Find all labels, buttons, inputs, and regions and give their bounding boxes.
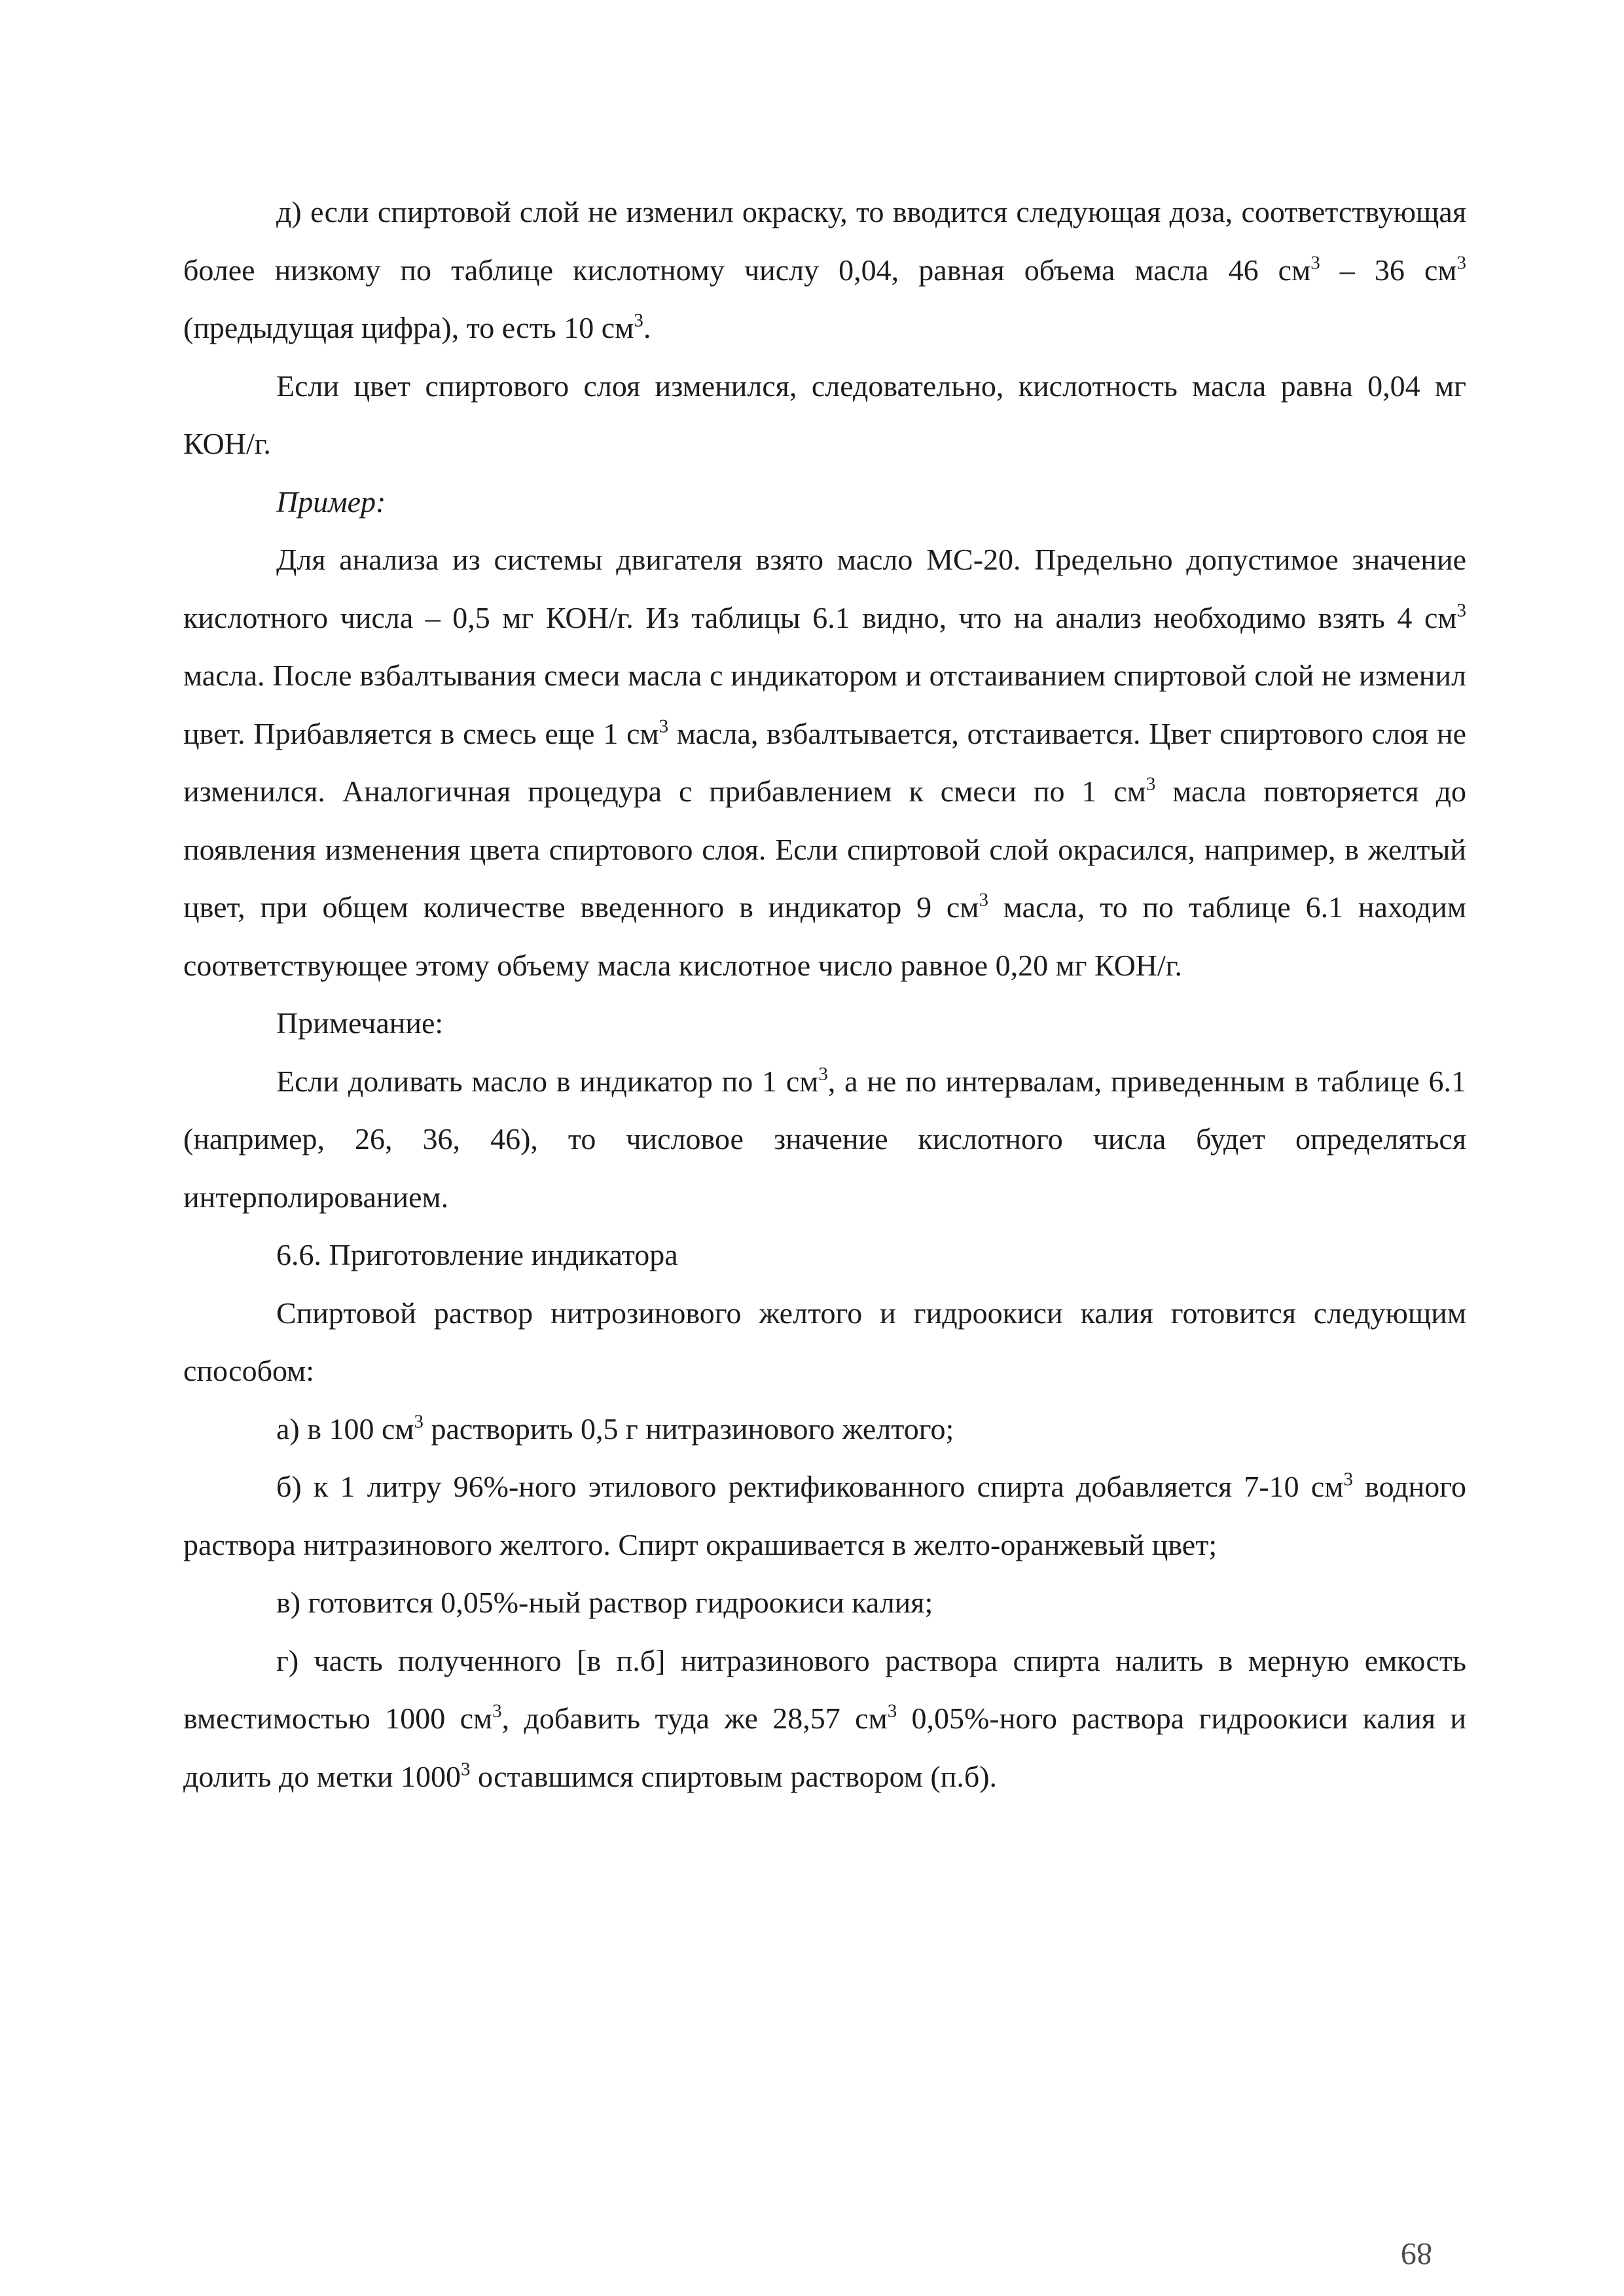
example-heading: Пример: (276, 484, 386, 519)
paragraph-item-v: в) готовится 0,05%-ный раствор гидроокиси калия; (276, 1586, 933, 1619)
note-heading: Примечание: (276, 1006, 444, 1040)
paragraph-note: Если доливать масло в индикатор по 1 $см^3$, а не по интервалам, приведенным в таблице 6.1 (например, 26, 36, 46), то числовое значение кислотного числа будет определяться интерполированием. (183, 1063, 1466, 1214)
paragraph-color-change: Если цвет спиртового слоя изменился, следовательно, кислотность масла равна 0,04 мг КОН/г. (183, 369, 1466, 460)
page-body (183, 183, 1466, 1806)
paragraph-preparation: Спиртовой раствор нитрозинового желтого и гидроокиси калия готовится следующим способом: (183, 1296, 1466, 1387)
paragraph-item-b: б) к 1 литру 96%-ного этилового ректификованного спирта добавляется 7-10 $см^3$ водного раствора нитразинового желтого. Спирт окрашивается в желто-оранжевый цвет; (183, 1468, 1466, 1561)
section-heading: 6.6. Приготовление индикатора (276, 1238, 678, 1271)
paragraph-item-d: д) если спиртовой слой не изменил окраску, то вводится следующая доза, соответствующая более низкому по таблице кислотному числу 0,04, равная объема масла 46 $см^3 - 36$ $см^3$ (предыдущая цифра), то есть 10 $см^3$. (183, 195, 1466, 344)
paragraph-item-g: г) часть полученного [в п.б] нитразинового раствора спирта налить в мерную емкость вместимостью 1000 $см^3$, добавить туда же 28,57 $см^3$ 0,05%-ного раствора гидроокиси калия и долить до метки 1000$^3$ оставшимся спиртовым раствором (п.б). (183, 1643, 1466, 1793)
paragraph-item-a: а) в 100 $см^3$ растворить 0,5 г нитразинового желтого; (276, 1411, 954, 1446)
page-number: 89 (1401, 2236, 1432, 2271)
paragraph-example: Для анализа из системы двигателя взято масло МС-20. Предельно допустимое значение кислотного числа – 0,5 мг КОН/г. Из таблицы 6.1 видно, что на анализ необходимо взять 4 $см^3$ масла. После взбалтывания смеси масла с индикатором и отстаиванием спиртовой слой не изменил цвет. Прибавляется в смесь еще 1 $см^3$ масла, взбалтывается, отстаивается. Цвет спиртового слоя не изменился. Аналогичная процедура с прибавлением к смеси по 1 $см^3$ масла повторяется до появления изменения цвета спиртового слоя. Если спиртовой слой окрасился, например, в желтый цвет, при общем количестве введенного в индикатор 9 $см^3$ масла, то по таблице 6.1 находим соответствующее этому объему масла кислотное число равное 0,20 мг КОН/г. (183, 543, 1466, 982)
